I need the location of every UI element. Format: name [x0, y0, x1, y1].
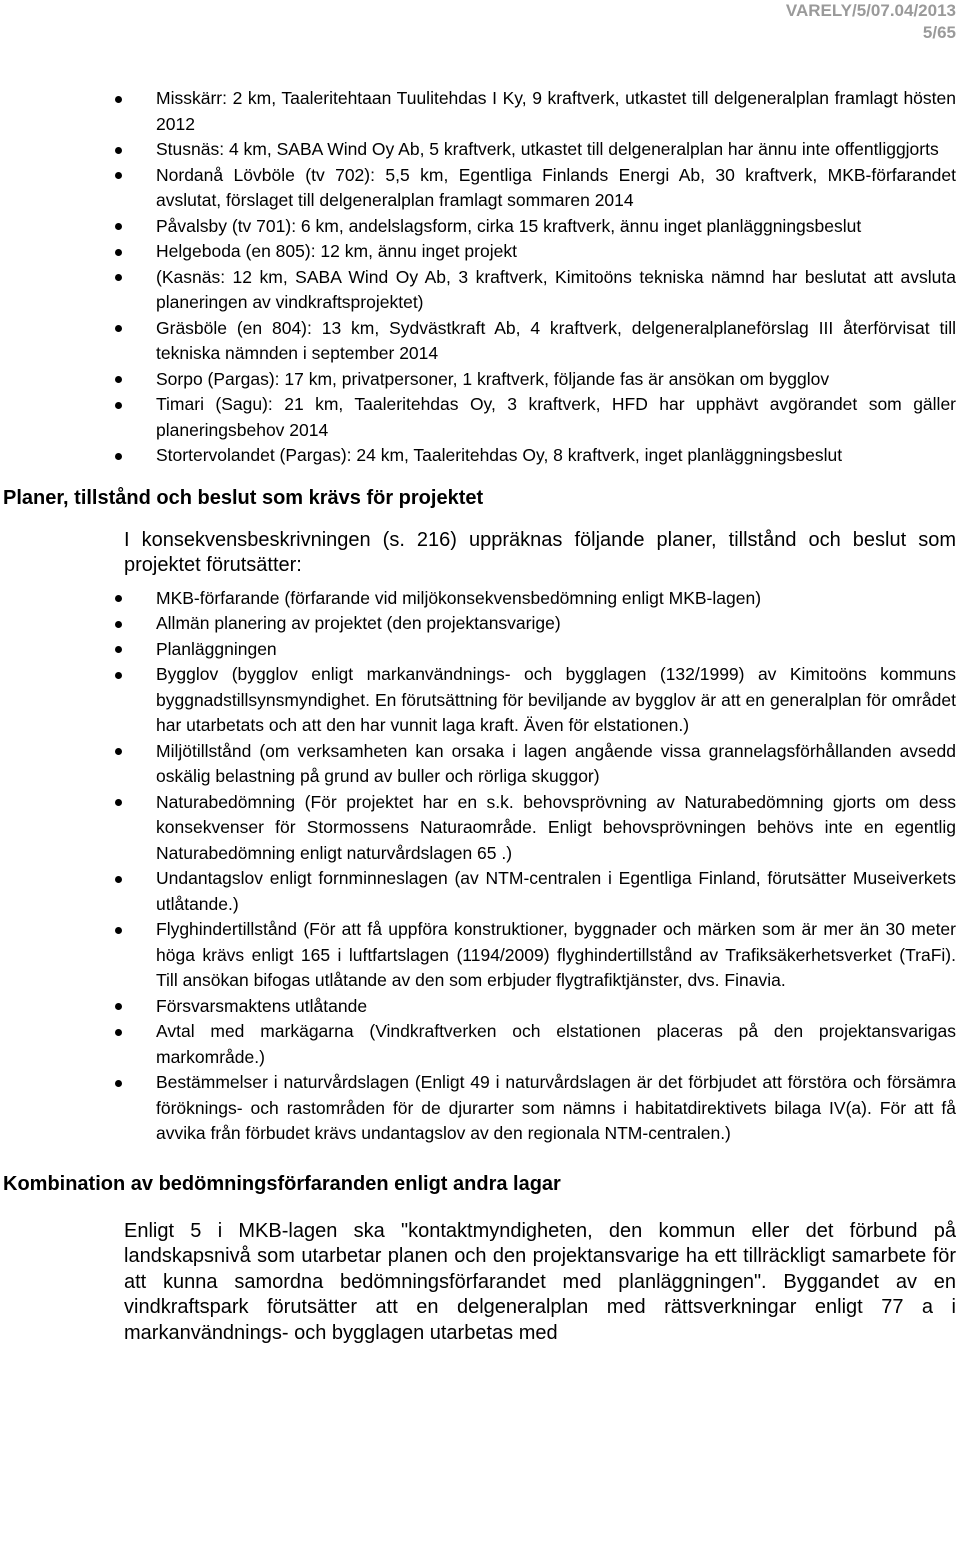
list-item: Påvalsby (tv 701): 6 km, andelslagsform, cirka 15 kraftverk, ännu inget planläggningsbeslut: [0, 214, 960, 240]
list-item: Bygglov (bygglov enligt markanvändnings- och bygglagen (132/1999) av Kimitoöns kommuns byggnadstillsynsmyndighet. En förutsättning för beviljande av bygglov är att en generalplan för området har utarbetats och att den har vunnit laga kraft. Även för elstationen.): [0, 662, 960, 739]
section-heading-permits: Planer, tillstånd och beslut som krävs för projektet: [3, 486, 484, 509]
list-item: Nordanå Lövböle (tv 702): 5,5 km, Egentliga Finlands Energi Ab, 30 kraftverk, MKB-förfarandet avslutat, förslaget till delgeneralplan framlagt sommaren 2014: [0, 163, 960, 214]
list-item: Helgeboda (en 805): 12 km, ännu inget projekt: [0, 239, 960, 265]
combination-paragraph: Enligt 5 i MKB-lagen ska "kontaktmyndigheten, den kommun eller det förbund på landskapsnivå som utarbetar planen och den projektansvarige ha ett tillräckligt samarbete för att kunna samordna bedömningsförfarandet med planläggningen". Byggandet av en vindkraftspark förutsätter att en delgeneralplan med rättsverkningar enligt 77 a i markanvändnings- och bygglagen utarbetas med: [124, 1219, 956, 1344]
list-item: Gräsböle (en 804): 13 km, Sydvästkraft Ab, 4 kraftverk, delgeneralplaneförslag III återförvisat till tekniska nämnden i september 2014: [0, 316, 960, 367]
page-number: 5/65: [922, 23, 956, 42]
list-item: Misskärr: 2 km, Taaleritehtaan Tuulitehdas I Ky, 9 kraftverk, utkastet till delgeneralplan framlagt hösten 2012: [0, 86, 960, 137]
list-item: Stortervolandet (Pargas): 24 km, Taaleritehdas Oy, 8 kraftverk, inget planläggningsbeslut: [0, 443, 960, 469]
document-id: VARELY/5/07.04/2013: [785, 1, 956, 20]
list-item: Avtal med markägarna (Vindkraftverken och elstationen placeras på den projektansvarigas markområde.): [0, 1019, 960, 1070]
list-item: Miljötillstånd (om verksamheten kan orsaka i lagen angående vissa grannelagsförhållanden avsedd oskälig belastning på grund av buller och rörliga skuggor): [0, 739, 960, 790]
list-item: Undantagslov enligt fornminneslagen (av NTM-centralen i Egentliga Finland, förutsätter Museiverkets utlåtande.): [0, 866, 960, 917]
document-body: [0, 86, 960, 1346]
list-item: Naturabedömning (För projektet har en s.k. behovsprövning av Naturabedömning gjorts om dess konsekvenser för Stormossens Naturaområde. Enligt behovsprövningen behövs inte en egentlig Naturabedömning enligt naturvårdslagen 65 .): [0, 790, 960, 867]
list-item: Flyghindertillstånd (För att få uppföra konstruktioner, byggnader och märken som är mer än 30 meter höga krävs enligt 165 i luftfartslagen (1194/2009) flyghindertillstånd av Trafiksäkerhetsverket (TraFi). Till ansökan bifogas utlåtande av den som erbjuder flygtrafiktjänster, dvs. Finavia.: [0, 917, 960, 994]
list-item: (Kasnäs: 12 km, SABA Wind Oy Ab, 3 kraftverk, Kimitoöns tekniska nämnd har beslutat att avsluta planeringen av vindkraftsprojektet): [0, 265, 960, 316]
list-item: Planläggningen: [0, 637, 960, 663]
section-heading-combination: Kombination av bedömningsförfaranden enligt andra lagar: [3, 1172, 561, 1195]
list-item: Stusnäs: 4 km, SABA Wind Oy Ab, 5 kraftverk, utkastet till delgeneralplan har ännu inte offentliggjorts: [0, 137, 960, 163]
list-item: Försvarsmaktens utlåtande: [0, 994, 960, 1020]
page-header: [556, 0, 956, 44]
permits-intro-paragraph: I konsekvensbeskrivningen (s. 216) uppräknas följande planer, tillstånd och beslut som projektet förutsätter:: [124, 528, 956, 576]
projects-list: [0, 86, 960, 469]
list-item: MKB-förfarande (förfarande vid miljökonsekvensbedömning enligt MKB-lagen): [0, 586, 960, 612]
list-item: Allmän planering av projektet (den projektansvarige): [0, 611, 960, 637]
list-item: Timari (Sagu): 21 km, Taaleritehdas Oy, 3 kraftverk, HFD har upphävt avgörandet som gäller planeringsbehov 2014: [0, 392, 960, 443]
permits-list: [0, 586, 960, 1147]
list-item: Sorpo (Pargas): 17 km, privatpersoner, 1 kraftverk, följande fas är ansökan om bygglov: [0, 367, 960, 393]
list-item: Bestämmelser i naturvårdslagen (Enligt 49 i naturvårdslagen är det förbjudet att förstöra och försämra föröknings- och rastområden för de djurarter som nämns i habitatdirektivets bilaga IV(a). För att få avvika från förbudet krävs undantagslov av den regionala NTM-centralen.): [0, 1070, 960, 1147]
